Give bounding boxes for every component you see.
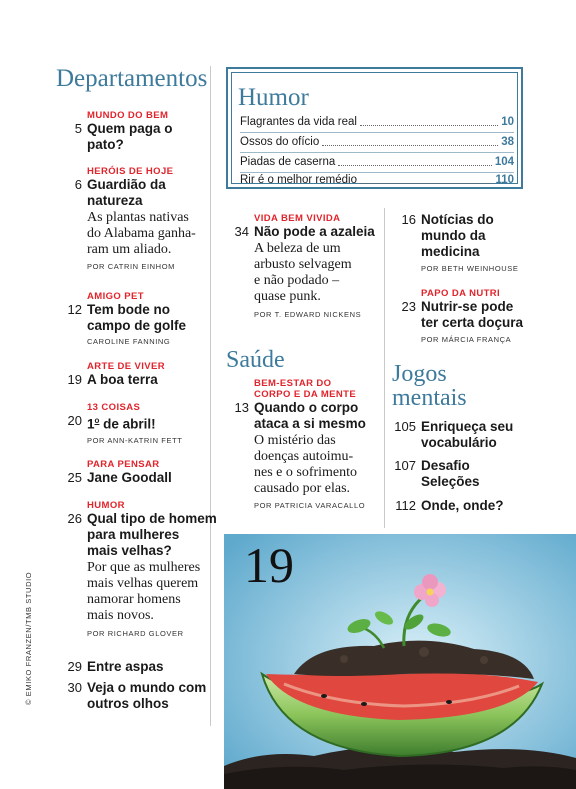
entry-veja-o-mundo[interactable] xyxy=(64,680,209,712)
entry-description: O mistério das xyxy=(254,433,336,448)
entry-title: Quem paga o xyxy=(87,121,173,136)
saude-title: Saúde xyxy=(226,347,285,373)
entry-title: vocabulário xyxy=(421,435,497,450)
byline: POR T. EDWARD NICKENS xyxy=(254,310,362,319)
humor-item[interactable]: Ossos do ofício 38 xyxy=(240,136,514,148)
entry-title: Notícias do xyxy=(421,212,494,227)
entry-para-pensar[interactable] xyxy=(64,459,209,486)
entry-description: do Alabama ganha- xyxy=(87,226,196,241)
entry-title: Entre aspas xyxy=(87,659,164,674)
column-divider-right xyxy=(384,208,385,528)
entry-13-coisas[interactable] xyxy=(64,402,209,446)
entry-title: Jane Goodall xyxy=(87,470,172,485)
byline: POR MÁRCIA FRANÇA xyxy=(421,335,512,344)
entry-herois-de-hoje[interactable] xyxy=(64,166,209,272)
entry-description: A beleza de um xyxy=(254,241,341,256)
photo-page-number: 19 xyxy=(244,537,294,593)
entry-title: Seleções xyxy=(421,474,480,489)
entry-noticias[interactable] xyxy=(396,212,571,274)
entry-title: Qual tipo de homem xyxy=(87,511,217,526)
page-number: 26 xyxy=(67,511,82,526)
entry-title: campo de golfe xyxy=(87,318,187,333)
page-number: 16 xyxy=(401,212,416,227)
entry-description: nes e o sofrimento xyxy=(254,465,358,480)
entry-description: quase punk. xyxy=(254,289,321,304)
entry-description: ram um aliado. xyxy=(87,242,172,257)
entry-title: mundo da xyxy=(421,228,486,243)
byline: POR CATRIN EINHOM xyxy=(87,262,175,271)
page-number: 23 xyxy=(401,299,416,314)
entry-papo-da-nutri[interactable] xyxy=(396,288,571,345)
entry-title: Enriqueça seu xyxy=(421,419,514,434)
humor-title: Humor xyxy=(238,84,309,111)
humor-item[interactable]: Rir é o melhor remédio 110 xyxy=(240,174,514,186)
category-label: AMIGO PET xyxy=(87,291,144,302)
entry-description: doenças autoimu- xyxy=(254,449,354,464)
category-label: ARTE DE VIVER xyxy=(87,361,166,372)
entry-title: Quando o corpo xyxy=(254,400,359,415)
entry-title: para mulheres xyxy=(87,527,180,542)
entry-description: arbusto selvagem xyxy=(254,257,352,272)
entry-title: Onde, onde? xyxy=(421,498,504,513)
entry-humor[interactable] xyxy=(64,500,217,639)
page-number: 30 xyxy=(67,680,82,695)
entry-description: e não podado – xyxy=(254,273,340,288)
category-label: MUNDO DO BEM xyxy=(87,110,169,121)
entry-jogos-107[interactable] xyxy=(392,458,572,490)
entry-bem-estar[interactable] xyxy=(230,378,382,511)
byline: POR BETH WEINHOUSE xyxy=(421,264,519,273)
byline: CAROLINE FANNING xyxy=(87,337,171,346)
jogos-title: Jogos mentais xyxy=(392,361,467,411)
entry-title: Nutrir-se pode xyxy=(421,299,514,314)
entry-title: A boa terra xyxy=(87,372,158,387)
humor-item[interactable]: Piadas de caserna 104 xyxy=(240,156,514,168)
entry-description: Por que as mulheres xyxy=(87,560,201,575)
entry-title: Guardião da xyxy=(87,177,166,192)
entry-description: namorar homens xyxy=(87,592,181,607)
entry-title: ataca a si mesmo xyxy=(254,416,366,431)
category-label: PAPO DA NUTRI xyxy=(421,288,501,299)
page-number: 6 xyxy=(74,177,82,192)
page-number: 25 xyxy=(67,470,82,485)
departamentos-title: Departamentos xyxy=(56,65,208,92)
entry-title: natureza xyxy=(87,193,143,208)
category-label: HERÓIS DE HOJE xyxy=(87,166,174,177)
entry-description: mais velhas querem xyxy=(87,576,199,591)
entry-description: mais novos. xyxy=(87,608,154,623)
page-number: 105 xyxy=(394,419,416,434)
page-number: 34 xyxy=(234,224,249,239)
entry-jogos-112[interactable] xyxy=(392,498,572,514)
entry-arte-de-viver[interactable] xyxy=(64,361,209,388)
entry-title: pato? xyxy=(87,137,124,152)
page-number: 19 xyxy=(67,372,82,387)
cover-photo[interactable] xyxy=(224,534,576,789)
humor-box xyxy=(226,67,523,189)
page-number: 5 xyxy=(74,121,82,136)
entry-title: outros olhos xyxy=(87,696,169,711)
photo-credit: © EMIKO FRANZEN/TMB STUDIO xyxy=(24,571,33,705)
page-number: 12 xyxy=(67,302,82,317)
page-number: 107 xyxy=(394,458,416,473)
entry-description: As plantas nativas xyxy=(87,210,189,225)
entry-mundo-do-bem[interactable] xyxy=(64,110,209,153)
byline: POR PATRICIA VARACALLO xyxy=(254,501,366,510)
entry-entre-aspas[interactable] xyxy=(64,659,209,675)
entry-title: ter certa doçura xyxy=(421,315,524,330)
byline: POR ANN-KATRIN FETT xyxy=(87,435,183,445)
entry-title: medicina xyxy=(421,244,480,259)
entry-title: mais velhas? xyxy=(87,543,172,558)
entry-title: Tem bode no xyxy=(87,302,170,317)
category-label: CORPO E DA MENTE xyxy=(254,389,357,400)
byline: POR RICHARD GLOVER xyxy=(87,629,184,638)
entry-title: Desafio xyxy=(421,458,470,473)
entry-jogos-105[interactable] xyxy=(392,419,572,451)
humor-item[interactable]: Flagrantes da vida real 10 xyxy=(240,116,514,128)
entry-title: 1$^o$ de abril! xyxy=(87,416,156,432)
entry-title: Veja o mundo com xyxy=(87,680,207,695)
page-number: 20 xyxy=(67,413,82,428)
entry-description: causado por elas. xyxy=(254,481,351,496)
page-number: 112 xyxy=(395,498,416,513)
page-number: 29 xyxy=(67,659,82,674)
category-label: BEM-ESTAR DO xyxy=(254,378,332,389)
entry-amigo-pet[interactable] xyxy=(64,291,209,347)
page-number: 13 xyxy=(234,400,249,415)
category-label: HUMOR xyxy=(87,500,125,511)
category-label: PARA PENSAR xyxy=(87,459,160,470)
entry-vida-bem-vivida[interactable] xyxy=(230,213,382,320)
entry-title: Não pode a azaleia xyxy=(254,224,375,239)
category-label: 13 COISAS xyxy=(87,402,141,413)
category-label: VIDA BEM VIVIDA xyxy=(254,213,341,224)
